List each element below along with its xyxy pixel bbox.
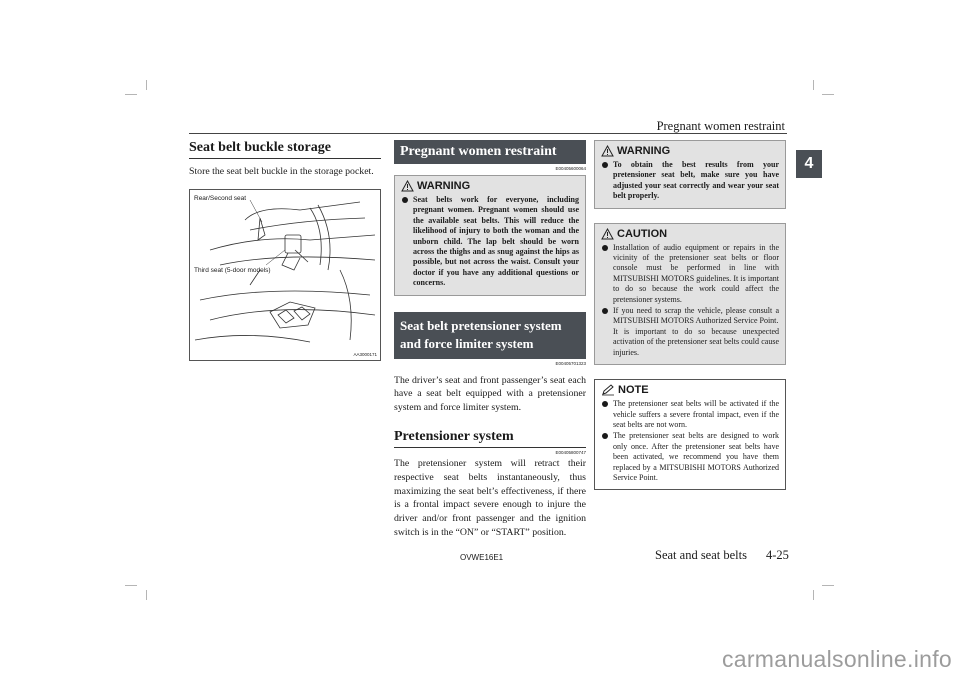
section-code: E00405800747 bbox=[555, 450, 586, 456]
document-code: OVWE16E1 bbox=[460, 553, 504, 562]
column-3 bbox=[594, 140, 786, 490]
chapter-tab: 4 bbox=[796, 150, 822, 178]
warning-item: To obtain the best results from your pretensioner seat belt, make sure you have adjusted your seat correctly and wear your seat belt properly. bbox=[601, 160, 779, 202]
caution-item: Installation of audio equipment or repairs in the vicinity of the pretensioner seat belts or floor console must be performed in line with MITSUBISHI MOTORS guidelines. It is important to do so because the work could affect the pretensioner systems. bbox=[601, 243, 779, 305]
figure-label-third-seat: Third seat (5-door models) bbox=[194, 266, 271, 274]
crop-mark bbox=[125, 585, 137, 586]
bullet-icon bbox=[602, 433, 608, 439]
seat-illustration bbox=[190, 190, 380, 358]
warning-triangle-icon bbox=[601, 145, 614, 157]
caution-triangle-icon bbox=[601, 228, 614, 240]
section-heading-buckle-storage: Seat belt buckle storage bbox=[189, 140, 381, 159]
section-heading-pretensioner-system: Pretensioner system bbox=[394, 429, 586, 448]
section-code: E00405600064 bbox=[555, 166, 586, 171]
running-header-title: Pregnant women restraint bbox=[656, 119, 785, 133]
bullet-icon bbox=[602, 162, 608, 168]
figure-label-rear-second-seat: Rear/Second seat bbox=[194, 194, 247, 202]
note-box bbox=[594, 379, 786, 490]
caution-item: If you need to scrap the vehicle, please consult a MITSUBISHI MOTORS Authorized Service Point. It is important to do so because unexpected activation of the pretensioner seat belts could cause injuries. bbox=[601, 306, 779, 358]
note-item: The pretensioner seat belts will be activated if the vehicle suffers a severe frontal impact, even if the seat belts are not worn. bbox=[601, 399, 779, 430]
header-rule bbox=[189, 133, 787, 134]
warning-label: WARNING bbox=[617, 145, 671, 157]
note-label: NOTE bbox=[618, 384, 649, 397]
bullet-icon bbox=[602, 401, 608, 407]
crop-mark bbox=[813, 80, 814, 90]
column-2 bbox=[394, 140, 586, 540]
footer-section-name: Seat and seat belts bbox=[655, 548, 747, 562]
seat-belt-buckle-figure bbox=[189, 189, 381, 361]
watermark: carmanualsonline.info bbox=[721, 646, 952, 672]
pretensioner-system-intro: The driver’s seat and front passenger’s seat each have a seat belt equipped with a pretensioner system and force limiter system. bbox=[394, 374, 586, 414]
caution-label: CAUTION bbox=[617, 227, 668, 240]
crop-mark bbox=[813, 590, 814, 600]
warning-triangle-icon bbox=[401, 180, 414, 192]
note-item: The pretensioner seat belts are designed to work only once. After the pretensioner seat belts have been activated, we recommend you have them replaced by a MITSUBISHI MOTORS Authorized Service Point. bbox=[601, 431, 779, 483]
crop-mark bbox=[146, 590, 147, 600]
crop-mark bbox=[822, 585, 834, 586]
caution-box bbox=[594, 223, 786, 365]
bullet-icon bbox=[402, 197, 408, 203]
pretensioner-system-text: The pretensioner system will retract their respective seat belts instantaneously, thus maximizing the seat belt’s effectiveness, if there is a frontal impact severe enough to injure the driver and/or front passenger and the ignition switch is in the “ON” or “START” position. bbox=[394, 458, 586, 539]
crop-mark bbox=[125, 94, 137, 95]
figure-code: AA3000171 bbox=[353, 351, 377, 357]
bullet-icon bbox=[602, 308, 608, 314]
buckle-storage-text: Store the seat belt buckle in the storage pocket. bbox=[189, 166, 374, 177]
warning-label: WARNING bbox=[417, 180, 471, 192]
note-pencil-icon bbox=[601, 384, 615, 396]
warning-box bbox=[594, 140, 786, 209]
crop-mark bbox=[146, 80, 147, 90]
section-title-pregnant-women: Pregnant women restraint bbox=[394, 140, 586, 164]
section-title-pretensioner-force-limiter: Seat belt pretensioner system and force limiter system bbox=[394, 312, 586, 359]
page-number: 4-25 bbox=[766, 548, 789, 562]
bullet-icon bbox=[602, 245, 608, 251]
warning-item: Seat belts work for everyone, including pregnant women. Pregnant women should use the available seat belts. This will reduce the likelihood of injury to both the woman and the unborn child. The lap belt should be worn across the thighs and as snug against the hips as possible, but not across the waist. Consult your doctor if you have any additional questions or concerns. bbox=[401, 195, 579, 289]
column-1 bbox=[189, 140, 381, 361]
crop-mark bbox=[822, 94, 834, 95]
warning-box bbox=[394, 175, 586, 296]
section-code: E00405701323 bbox=[555, 360, 586, 366]
